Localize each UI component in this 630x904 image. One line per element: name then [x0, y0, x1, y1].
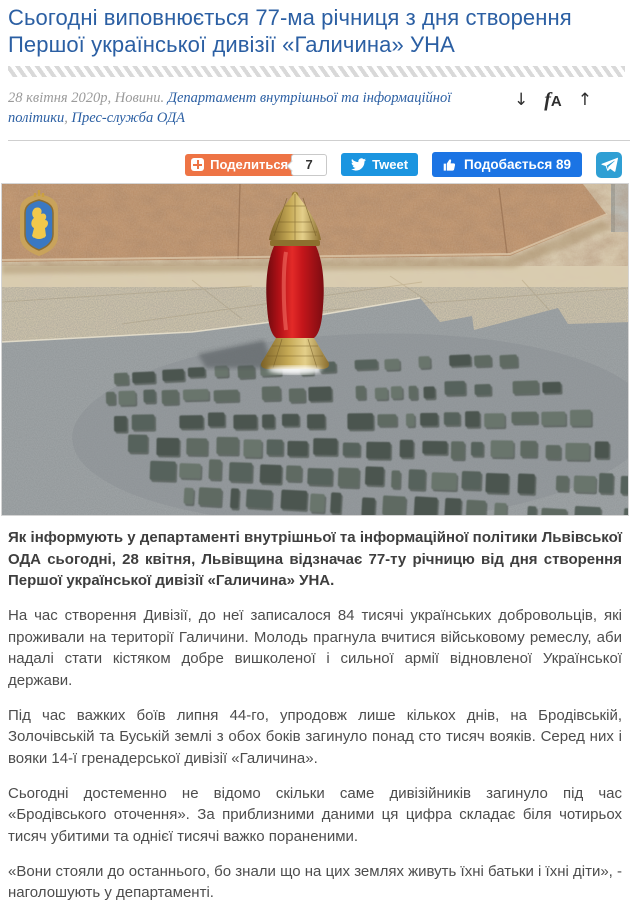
font-size-icon[interactable]: f A — [544, 89, 562, 111]
share-count-badge: 7 — [291, 154, 327, 176]
meta-divider — [8, 140, 630, 141]
share-buttons-row — [8, 151, 622, 178]
twitter-bird-icon — [351, 158, 366, 171]
meta-separator: , — [64, 110, 72, 126]
paragraph: На час створення Дивізії, до неї записалося 84 тисячі українських добровольців, які проживали на території Галичини. Молодь прагнула вчитися військовому ремеслу, аби надалі стати кістяком добре вишколеної і сильної армії відновленої Української держави. — [8, 607, 622, 689]
memorial-photo — [1, 183, 629, 516]
paragraph: Під час важких боїв липня 44-го, упродовж лише кількох днів, на Бродівській, Золочівській та Буській землі з обох боків загинуло понад сто тисяч вояків. Серед них і вояки 14-ї гренадерської дивізії «Галичина». — [8, 706, 622, 767]
telegram-icon — [601, 157, 618, 172]
paragraph: «Вони стояли до останнього, бо знали що на цих землях живуть їхні батьки і їхні діти», - наголошують у департаменті. — [8, 862, 622, 901]
page-title: Сьогодні виповнюється 77-ма річниця з дня створення Першої української дивізії «Галичина» УНА — [8, 5, 572, 57]
article-body — [8, 527, 622, 904]
coat-of-arms — [20, 190, 58, 256]
font-increase-icon[interactable]: ↑ — [577, 90, 592, 110]
meta-date-section: 28 квітня 2020р, Новини. — [8, 90, 165, 106]
press-service-link[interactable]: Прес-служба ОДА — [71, 110, 186, 126]
meta-row — [8, 88, 622, 128]
font-decrease-icon[interactable]: ↓ — [513, 90, 529, 110]
lead-paragraph: Як інформують у департаменті внутрішньої та інформаційної політики Львівської ОДА сьогодні, 28 квітня, Львівщина відзначає 77-ту річницю від дня створення Першої української дивізії «Галичина» УНА. — [8, 529, 622, 589]
memorial-photo-graphic — [2, 184, 629, 516]
mailru-share-button[interactable]: Поделиться — [185, 154, 297, 176]
hatched-separator — [8, 66, 625, 77]
facebook-like-button[interactable]: Подобається 89 — [432, 152, 582, 177]
telegram-share-button[interactable] — [596, 152, 622, 178]
paragraph: Сьогодні достеменно не відомо скільки саме дивізійників загинуло під час «Бродівського оточення». За приблизними даними ця цифра складає біля чотирьох тисяч убитими та однієї тисячі важко пораненими. — [8, 784, 622, 845]
font-size-controls — [514, 90, 592, 110]
article-meta — [8, 88, 486, 128]
share-plus-icon — [191, 158, 204, 171]
department-link[interactable]: Департамент внутрішньої та інформаційної політики — [8, 90, 452, 126]
thumbs-up-icon — [443, 158, 457, 172]
tweet-button[interactable]: Tweet — [341, 153, 418, 176]
